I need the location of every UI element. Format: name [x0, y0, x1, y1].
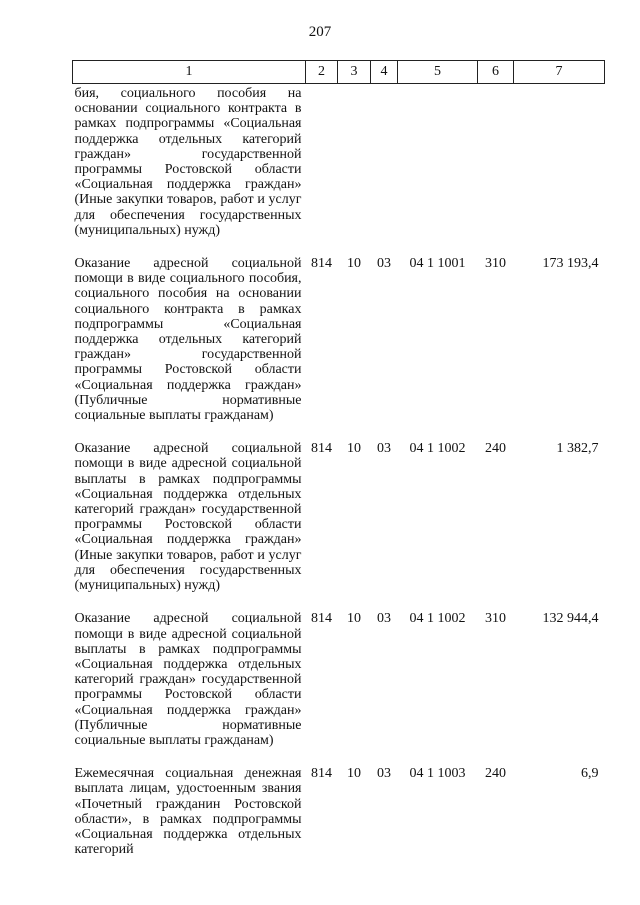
row-col-6: 310	[485, 611, 506, 627]
row-col-3: 10	[347, 256, 361, 272]
row-description: Оказание адресной социальной помощи в виде адресной социальной выплаты в рамках подпрограммы «Социальная поддержка отдельных категорий граждан» государственной программы Ростовской области «Социальная поддержка граждан» (Иные закупки товаров, работ и услуг для обеспечения государственных (муниципальных) нужд)	[74, 441, 302, 594]
row-col-7	[514, 84, 605, 257]
row-col-4	[371, 84, 398, 257]
header-col-3: 3	[338, 61, 371, 84]
row-col-5	[398, 84, 478, 257]
row-col-7: 1 382,7	[556, 441, 599, 457]
header-col-1: 1	[73, 61, 306, 84]
row-col-2: 814	[311, 766, 332, 782]
budget-table	[72, 60, 605, 875]
header-col-6: 6	[478, 61, 514, 84]
row-description: бия, социального пособия на основании социального контракта в рамках подпрограммы «Социальная поддержка отдельных категорий граждан» государственной программы Ростовской области «Социальная поддержка граждан» (Иные закупки товаров, работ и услуг для обеспечения государственных (муниципальных) нужд)	[74, 86, 302, 238]
row-col-2	[306, 84, 338, 257]
row-description: Ежемесячная социальная денежная выплата лицам, удостоенным звания «Почетный гражданин Ростовской области», в рамках подпрограммы «Социальная поддержка отдельных категорий	[74, 766, 302, 858]
row-col-2: 814	[311, 611, 332, 627]
row-col-7: 6,9	[581, 766, 599, 782]
row-col-6: 310	[485, 256, 506, 272]
header-row	[73, 61, 605, 84]
row-col-5: 04 1 1001	[409, 256, 466, 272]
header-col-2: 2	[306, 61, 338, 84]
row-col-4: 03	[377, 256, 391, 272]
row-col-3: 10	[347, 441, 361, 457]
page-number: 207	[308, 24, 332, 40]
row-col-4: 03	[377, 611, 391, 627]
table-row	[73, 441, 605, 611]
row-col-4: 03	[377, 441, 391, 457]
row-col-2: 814	[311, 441, 332, 457]
row-description: Оказание адресной социальной помощи в виде адресной социальной выплаты в рамках подпрограммы «Социальная поддержка отдельных категорий граждан» государственной программы Ростовской области «Социальная поддержка граждан» (Публичные нормативные социальные выплаты гражданам)	[74, 611, 302, 748]
row-col-5: 04 1 1003	[409, 766, 466, 782]
header-col-4: 4	[371, 61, 398, 84]
row-col-6: 240	[485, 766, 506, 782]
row-col-5: 04 1 1002	[409, 441, 466, 457]
row-col-3: 10	[347, 766, 361, 782]
row-col-6: 240	[485, 441, 506, 457]
row-col-5: 04 1 1002	[409, 611, 466, 627]
row-col-4: 03	[377, 766, 391, 782]
table-row	[73, 84, 605, 257]
row-col-3: 10	[347, 611, 361, 627]
row-description: Оказание адресной социальной помощи в виде социального пособия, социального пособия на основании социального контракта в рамках подпрограммы «Социальная поддержка отдельных категорий граждан» государственной программы Ростовской области «Социальная поддержка граждан» (Публичные нормативные социальные выплаты гражданам)	[74, 256, 302, 424]
row-col-7: 132 944,4	[542, 611, 599, 627]
row-col-6	[478, 84, 514, 257]
table-row	[73, 766, 605, 875]
row-col-2: 814	[311, 256, 332, 272]
row-col-7: 173 193,4	[542, 256, 599, 272]
row-col-3	[338, 84, 371, 257]
table-row	[73, 611, 605, 766]
header-col-5: 5	[398, 61, 478, 84]
header-col-7: 7	[514, 61, 605, 84]
table-row	[73, 256, 605, 441]
